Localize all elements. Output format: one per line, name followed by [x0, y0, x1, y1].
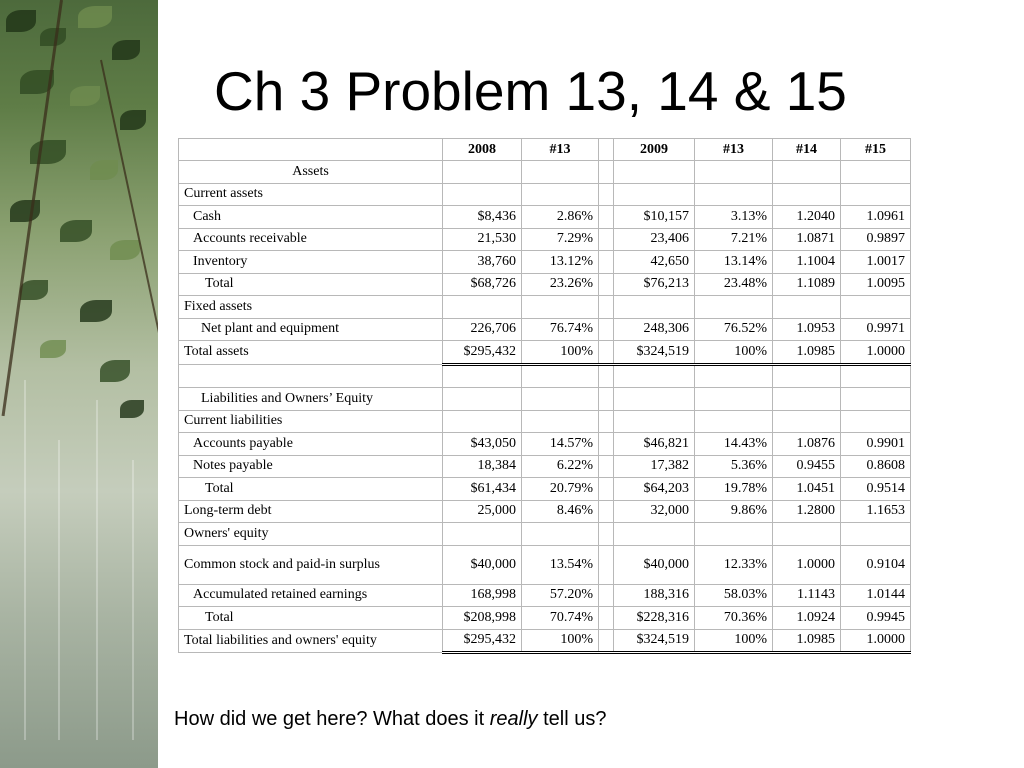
table-row: [179, 228, 911, 251]
value-cell: 21,530: [443, 228, 522, 251]
header-row: [179, 139, 911, 161]
spacer-cell: [599, 161, 614, 184]
value-cell: 1.0144: [841, 584, 911, 607]
value-cell: 1.1143: [773, 584, 841, 607]
value-cell: 25,000: [443, 500, 522, 523]
value-cell: 1.2040: [773, 206, 841, 229]
value-cell: 1.0953: [773, 318, 841, 341]
row-label: [179, 364, 443, 388]
balance-sheet-table-container: [178, 138, 910, 654]
table-row: [179, 206, 911, 229]
balance-sheet-table: [178, 138, 911, 654]
table-row: [179, 318, 911, 341]
value-cell: 23,406: [614, 228, 695, 251]
value-cell: 18,384: [443, 455, 522, 478]
value-cell: [841, 183, 911, 206]
value-cell: 0.9104: [841, 545, 911, 584]
spacer-cell: [599, 410, 614, 433]
row-label: Inventory: [179, 251, 443, 274]
value-cell: 0.9455: [773, 455, 841, 478]
spacer-cell: [599, 523, 614, 546]
row-label: Total assets: [179, 341, 443, 365]
value-cell: 70.36%: [695, 607, 773, 630]
value-cell: 7.29%: [522, 228, 599, 251]
value-cell: $46,821: [614, 433, 695, 456]
value-cell: [841, 388, 911, 411]
value-cell: [614, 364, 695, 388]
value-cell: 1.0961: [841, 206, 911, 229]
value-cell: [614, 161, 695, 184]
value-cell: 23.48%: [695, 273, 773, 296]
value-cell: [695, 523, 773, 546]
value-cell: 14.57%: [522, 433, 599, 456]
value-cell: [443, 364, 522, 388]
table-body: [179, 161, 911, 653]
spacer-cell: [599, 500, 614, 523]
spacer-cell: [599, 228, 614, 251]
row-label: Current assets: [179, 183, 443, 206]
value-cell: 42,650: [614, 251, 695, 274]
value-cell: [443, 388, 522, 411]
row-label: Notes payable: [179, 455, 443, 478]
value-cell: [773, 523, 841, 546]
value-cell: $295,432: [443, 629, 522, 653]
value-cell: 1.0876: [773, 433, 841, 456]
value-cell: $40,000: [614, 545, 695, 584]
row-label: Cash: [179, 206, 443, 229]
value-cell: $10,157: [614, 206, 695, 229]
table-row: [179, 388, 911, 411]
value-cell: [773, 183, 841, 206]
value-cell: $228,316: [614, 607, 695, 630]
value-cell: [522, 364, 599, 388]
value-cell: [522, 161, 599, 184]
header-cell: #14: [773, 139, 841, 161]
value-cell: 5.36%: [695, 455, 773, 478]
value-cell: [614, 183, 695, 206]
value-cell: 1.0985: [773, 629, 841, 653]
value-cell: [695, 296, 773, 319]
value-cell: 0.9514: [841, 478, 911, 501]
spacer-cell: [599, 183, 614, 206]
value-cell: [841, 364, 911, 388]
value-cell: 0.9897: [841, 228, 911, 251]
row-label: Total liabilities and owners' equity: [179, 629, 443, 653]
header-cell: #13: [522, 139, 599, 161]
value-cell: $8,436: [443, 206, 522, 229]
value-cell: 19.78%: [695, 478, 773, 501]
value-cell: [443, 410, 522, 433]
value-cell: 76.74%: [522, 318, 599, 341]
table-row: [179, 455, 911, 478]
value-cell: 100%: [522, 629, 599, 653]
value-cell: 1.0000: [841, 341, 911, 365]
value-cell: $324,519: [614, 341, 695, 365]
value-cell: 76.52%: [695, 318, 773, 341]
table-row: [179, 545, 911, 584]
spacer-cell: [599, 584, 614, 607]
slide-caption: [174, 708, 606, 731]
row-label: Accounts receivable: [179, 228, 443, 251]
value-cell: 8.46%: [522, 500, 599, 523]
value-cell: [522, 410, 599, 433]
table-row: [179, 478, 911, 501]
caption-emphasis: really: [489, 708, 538, 730]
table-row: [179, 410, 911, 433]
spacer-cell: [599, 629, 614, 653]
table-row: [179, 364, 911, 388]
value-cell: [522, 296, 599, 319]
table-row: [179, 433, 911, 456]
spacer-cell: [599, 206, 614, 229]
value-cell: [841, 296, 911, 319]
spacer-cell: [599, 433, 614, 456]
header-spacer-cell: [599, 139, 614, 161]
value-cell: 1.0095: [841, 273, 911, 296]
table-header: [179, 139, 911, 161]
table-row: [179, 273, 911, 296]
spacer-cell: [599, 455, 614, 478]
value-cell: 1.0017: [841, 251, 911, 274]
table-row: [179, 607, 911, 630]
value-cell: $43,050: [443, 433, 522, 456]
table-row: [179, 523, 911, 546]
value-cell: 38,760: [443, 251, 522, 274]
value-cell: 100%: [522, 341, 599, 365]
table-row: [179, 629, 911, 653]
table-row: [179, 251, 911, 274]
value-cell: 13.12%: [522, 251, 599, 274]
header-cell: #13: [695, 139, 773, 161]
value-cell: [695, 364, 773, 388]
table-row: [179, 584, 911, 607]
value-cell: [773, 410, 841, 433]
value-cell: 70.74%: [522, 607, 599, 630]
value-cell: 1.1653: [841, 500, 911, 523]
value-cell: [695, 161, 773, 184]
value-cell: 23.26%: [522, 273, 599, 296]
table-row: [179, 296, 911, 319]
value-cell: 1.0871: [773, 228, 841, 251]
value-cell: 1.0000: [773, 545, 841, 584]
value-cell: 248,306: [614, 318, 695, 341]
spacer-cell: [599, 364, 614, 388]
value-cell: 2.86%: [522, 206, 599, 229]
row-label: Accounts payable: [179, 433, 443, 456]
value-cell: 100%: [695, 341, 773, 365]
spacer-cell: [599, 478, 614, 501]
table-row: [179, 341, 911, 365]
value-cell: 1.1089: [773, 273, 841, 296]
value-cell: 6.22%: [522, 455, 599, 478]
spacer-cell: [599, 251, 614, 274]
value-cell: 0.9901: [841, 433, 911, 456]
value-cell: [773, 296, 841, 319]
value-cell: [695, 410, 773, 433]
value-cell: [614, 296, 695, 319]
header-cell: 2008: [443, 139, 522, 161]
spacer-cell: [599, 607, 614, 630]
value-cell: $295,432: [443, 341, 522, 365]
value-cell: [443, 296, 522, 319]
value-cell: [522, 523, 599, 546]
header-label-cell: [179, 139, 443, 161]
value-cell: 1.0451: [773, 478, 841, 501]
value-cell: [841, 523, 911, 546]
row-label: Assets: [179, 161, 443, 184]
value-cell: 1.2800: [773, 500, 841, 523]
value-cell: 7.21%: [695, 228, 773, 251]
value-cell: [443, 183, 522, 206]
value-cell: 1.0924: [773, 607, 841, 630]
spacer-cell: [599, 296, 614, 319]
slide-title: Ch 3 Problem 13, 14 & 15: [214, 60, 847, 122]
decorative-foliage-sidebar: [0, 0, 158, 768]
value-cell: [841, 161, 911, 184]
value-cell: 57.20%: [522, 584, 599, 607]
value-cell: 13.54%: [522, 545, 599, 584]
value-cell: [443, 161, 522, 184]
value-cell: 1.0000: [841, 629, 911, 653]
value-cell: [773, 161, 841, 184]
value-cell: 100%: [695, 629, 773, 653]
header-cell: #15: [841, 139, 911, 161]
value-cell: 0.9945: [841, 607, 911, 630]
value-cell: [522, 388, 599, 411]
value-cell: [443, 523, 522, 546]
table-row: [179, 500, 911, 523]
value-cell: $208,998: [443, 607, 522, 630]
value-cell: 3.13%: [695, 206, 773, 229]
value-cell: $64,203: [614, 478, 695, 501]
value-cell: 188,316: [614, 584, 695, 607]
value-cell: 168,998: [443, 584, 522, 607]
spacer-cell: [599, 545, 614, 584]
table-row: [179, 183, 911, 206]
row-label: Common stock and paid-in surplus: [179, 545, 443, 584]
row-label: Fixed assets: [179, 296, 443, 319]
caption-text: How did we get here? What does it: [174, 708, 490, 730]
header-cell: 2009: [614, 139, 695, 161]
value-cell: 0.9971: [841, 318, 911, 341]
value-cell: [773, 364, 841, 388]
value-cell: 20.79%: [522, 478, 599, 501]
value-cell: [614, 388, 695, 411]
value-cell: 1.1004: [773, 251, 841, 274]
value-cell: [841, 410, 911, 433]
row-label: Net plant and equipment: [179, 318, 443, 341]
value-cell: $61,434: [443, 478, 522, 501]
value-cell: [614, 523, 695, 546]
spacer-cell: [599, 341, 614, 365]
row-label: Total: [179, 273, 443, 296]
value-cell: $324,519: [614, 629, 695, 653]
spacer-cell: [599, 388, 614, 411]
row-label: Total: [179, 478, 443, 501]
row-label: Long-term debt: [179, 500, 443, 523]
spacer-cell: [599, 273, 614, 296]
value-cell: 1.0985: [773, 341, 841, 365]
value-cell: 14.43%: [695, 433, 773, 456]
row-label: Accumulated retained earnings: [179, 584, 443, 607]
value-cell: 58.03%: [695, 584, 773, 607]
value-cell: [522, 183, 599, 206]
row-label: Current liabilities: [179, 410, 443, 433]
spacer-cell: [599, 318, 614, 341]
value-cell: [614, 410, 695, 433]
value-cell: 13.14%: [695, 251, 773, 274]
value-cell: $68,726: [443, 273, 522, 296]
row-label: Total: [179, 607, 443, 630]
value-cell: 226,706: [443, 318, 522, 341]
row-label: Owners' equity: [179, 523, 443, 546]
value-cell: [773, 388, 841, 411]
caption-text-end: tell us?: [537, 708, 607, 730]
value-cell: 32,000: [614, 500, 695, 523]
value-cell: 17,382: [614, 455, 695, 478]
table-row: [179, 161, 911, 184]
value-cell: $40,000: [443, 545, 522, 584]
value-cell: 0.8608: [841, 455, 911, 478]
value-cell: $76,213: [614, 273, 695, 296]
value-cell: [695, 388, 773, 411]
value-cell: 12.33%: [695, 545, 773, 584]
value-cell: 9.86%: [695, 500, 773, 523]
value-cell: [695, 183, 773, 206]
row-label: Liabilities and Owners’ Equity: [179, 388, 443, 411]
